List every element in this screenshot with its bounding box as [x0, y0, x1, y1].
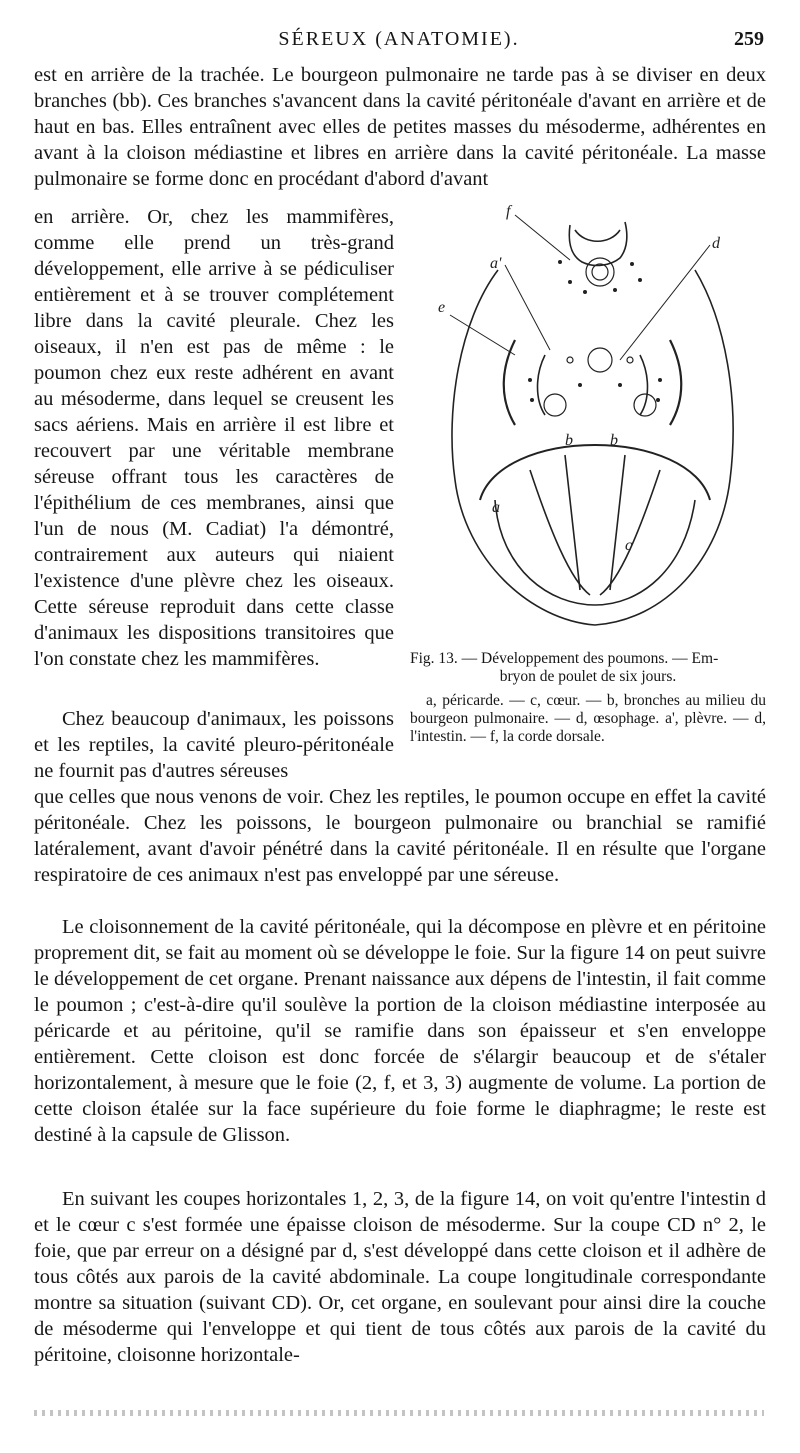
figure-label-a: a	[492, 499, 500, 516]
footer-rule	[34, 1410, 764, 1416]
figure-label-c: c	[625, 537, 633, 554]
caption-title: Fig. 13. — Développement des poumons. — Em-	[410, 650, 719, 667]
figure-label-b2: b	[610, 432, 618, 449]
figure-label-a-prime: a'	[490, 255, 502, 272]
paragraph-3: En suivant les coupes horizontales 1, 2, 3, de la figure 14, on voit qu'entre l'intestin d et le cœur c s'est formée une épaisse cloison de mésoderme. Sur la coupe CD n° 2, le foie, que par erreur on a désigné par d, s'est développé dans cette cloison et il adhère de tous côtés aux parois de la cavité abdominale. La coupe longitudinale correspondante montre sa situation (suivant CD). Or, cet organe, en soulevant pour ainsi dire la couche de mésoderme qui l'enveloppe et qui tient de tous côtés aux parois de la cavité du péritoine, cloisonne horizontale-	[34, 1188, 766, 1366]
embryo-section-illustration	[420, 200, 765, 640]
caption-legend: a, péricarde. — c, cœur. — b, bronches au milieu du bourgeon pulmonaire. — d, œsophage. a', plèvre. — d, l'intestin. — f, la corde dorsale.	[410, 692, 766, 745]
figure-label-f: f	[506, 203, 511, 220]
page-header	[34, 28, 764, 54]
running-title: SÉREUX (ANATOMIE).	[278, 28, 520, 50]
figure-label-b1: b	[565, 432, 573, 449]
continued-paragraph: que celles que nous venons de voir. Chez les reptiles, le poumon occupe en effet la cavité péritonéale. Chez les poissons, le bourgeon pulmonaire ou branchial se ramifié latéralement, avant d'avoir pénétré dans la cavité péritonéale. Il en résulte que l'organe respiratoire de ces animaux n'est pas enveloppé par une séreuse.	[34, 786, 766, 886]
figure-caption	[410, 650, 766, 746]
top-paragraph: est en arrière de la trachée. Le bourgeon pulmonaire ne tarde pas à se diviser en deux branches (bb). Ces branches s'avancent dans la cavité péritonéale d'avant en arrière et de haut en bas. Elles entraînent avec elles de petites masses du mésoderme, adhérentes en avant à la cloison médiastine et libres en arrière dans la cavité péritonéale. La masse pulmonaire se forme donc en procédant d'abord d'avant	[34, 64, 766, 190]
embryo-figure	[420, 200, 765, 640]
figure-label-d: d	[712, 235, 720, 252]
paragraph-2: Le cloisonnement de la cavité péritonéale, qui la décompose en plèvre et en péritoine proprement dit, se fait au moment où se développe le foie. Sur la figure 14 on peut suivre le développement de cet organe. Prenant naissance aux dépens de l'intestin, il fait comme le poumon ; c'est-à-dire qu'il soulève la portion de la cloison médiastine interposée au péricarde et au péritoine, qu'il se ramifie dans son épaisseur et s'en enveloppe entièrement. Cette cloison est donc forcée de s'élargir beaucoup et de s'étaler horizontalement, à mesure que le foie (2, f, et 3, 3) augmente de volume. La portion de cette cloison étalée sur la face supérieure du foie forme le diaphragme; le reste est destiné à la capsule de Glisson.	[34, 916, 766, 1146]
caption-subtitle: bryon de poulet de six jours.	[499, 668, 677, 685]
column-paragraph-2: Chez beaucoup d'animaux, les poissons et les reptiles, la cavité pleuro-péritonéale ne fournit pas d'autres séreuses	[34, 708, 394, 782]
column-paragraph-1: en arrière. Or, chez les mammifères, comme elle prend un très-grand développement, elle arrive à se pédiculiser entièrement et à se trouver complétement libre dans la cavité pleurale. Chez les oiseaux, il n'en est pas de même : le poumon chez eux reste adhérent en avant au mésoderme, dans lequel se creusent les sacs aériens. Mais en arrière il est libre et recouvert par une véritable membrane séreuse offrant tous les caractères de l'épithélium de ces membranes, ainsi que l'un de nous (M. Cadiat) l'a démontré, contrairement aux auteurs qui niaient l'existence d'une plèvre chez les oiseaux. Cette séreuse reproduit dans cette classe d'animaux les dispositions transitoires que l'on constate chez les mammifères.	[34, 206, 394, 670]
figure-label-e: e	[438, 299, 446, 316]
page-number: 259	[734, 28, 764, 50]
